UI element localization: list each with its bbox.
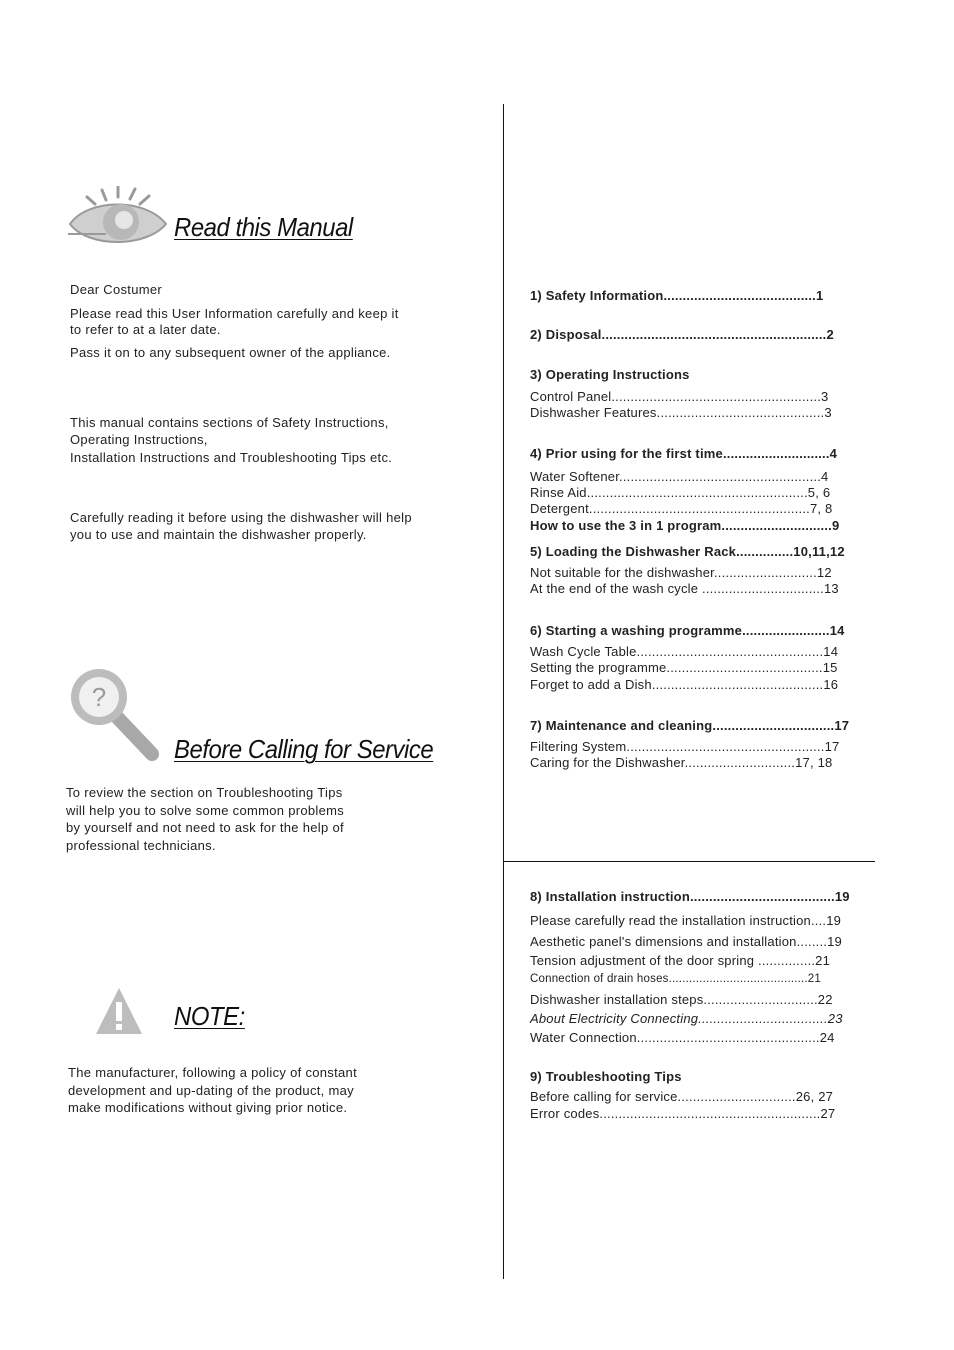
eye-icon [66, 186, 170, 248]
toc-item: Dishwasher installation steps..............................22 [530, 992, 833, 1007]
toc-item: Water Connection................................................24 [530, 1030, 835, 1045]
careful-line: Carefully reading it before using the dishwasher will help [70, 510, 412, 525]
toc-item: Filtering System....................................................17 [530, 739, 840, 754]
read-manual-heading: Read this Manual [174, 212, 353, 242]
intro-line: to refer to at a later date. [70, 322, 221, 337]
toc-item: About Electricity Connecting..................................23 [530, 1011, 843, 1026]
note-line: The manufacturer, following a policy of constant [68, 1065, 357, 1080]
toc-section: 7) Maintenance and cleaning................................17 [530, 718, 850, 733]
toc-section: 2) Disposal...........................................................2 [530, 327, 834, 342]
toc-item: Setting the programme.........................................15 [530, 660, 838, 675]
service-heading: Before Calling for Service [174, 734, 434, 764]
toc-section: 6) Starting a washing programme.......................14 [530, 623, 845, 638]
note-line: development and up-dating of the product, may [68, 1082, 354, 1098]
toc-item: At the end of the wash cycle ................................13 [530, 581, 839, 596]
table-of-contents [530, 0, 875, 1350]
toc-section: 9) Troubleshooting Tips [530, 1069, 682, 1084]
manual-sections-text [70, 415, 450, 467]
service-text [66, 784, 426, 854]
toc-section: 3) Operating Instructions [530, 367, 690, 382]
note-text [68, 1064, 428, 1117]
warning-icon [94, 986, 144, 1036]
toc-item: Not suitable for the dishwasher...........................12 [530, 565, 832, 580]
toc-section: 4) Prior using for the first time............................4 [530, 446, 838, 461]
service-line: To review the section on Troubleshooting Tips [66, 785, 343, 800]
toc-section: 1) Safety Information........................................1 [530, 288, 824, 303]
intro-line: Pass it on to any subsequent owner of the appliance. [70, 344, 391, 360]
toc-item: Caring for the Dishwasher.............................17, 18 [530, 755, 833, 770]
sections-line: Operating Instructions, [70, 431, 208, 447]
intro-line: Please read this User Information carefully and keep it [70, 305, 399, 321]
magnifier-question-icon [68, 664, 164, 764]
toc-section: 8) Installation instruction......................................19 [530, 889, 850, 904]
toc-item: Wash Cycle Table.................................................14 [530, 644, 839, 659]
careful-reading-text [70, 510, 450, 543]
toc-item: Dishwasher Features............................................3 [530, 405, 832, 420]
toc-item: Control Panel.......................................................3 [530, 389, 829, 404]
toc-item: Connection of drain hoses.........................................21 [530, 973, 822, 985]
toc-item: Detergent..........................................................7, 8 [530, 501, 833, 516]
vertical-divider [503, 104, 504, 1279]
toc-item: Please carefully read the installation instruction....19 [530, 913, 842, 928]
service-line: will help you to solve some common problems [66, 802, 345, 818]
toc-item: Error codes..........................................................27 [530, 1106, 836, 1121]
careful-line: you to use and maintain the dishwasher properly. [70, 526, 367, 542]
svg-text:?: ? [91, 682, 107, 712]
toc-item: How to use the 3 in 1 program.............................9 [530, 518, 840, 533]
toc-item: Rinse Aid..........................................................5, 6 [530, 485, 831, 500]
sections-line: Installation Instructions and Troubleshooting Tips etc. [70, 450, 393, 465]
toc-item: Water Softener.....................................................4 [530, 469, 829, 484]
read-manual-text [70, 282, 450, 361]
service-line: by yourself and not need to ask for the help of [66, 820, 344, 835]
toc-item: Forget to add a Dish.............................................16 [530, 677, 839, 692]
note-line: make modifications without giving prior notice. [68, 1100, 348, 1115]
service-line: professional technicians. [66, 837, 216, 853]
toc-item: Before calling for service...............................26, 27 [530, 1089, 834, 1104]
greeting: Dear Costumer [70, 282, 163, 297]
sections-line: This manual contains sections of Safety Instructions, [70, 415, 389, 430]
note-heading: NOTE: [174, 1001, 245, 1031]
toc-item: Aesthetic panel's dimensions and installation........19 [530, 934, 842, 949]
toc-section: 5) Loading the Dishwasher Rack...............10,11,12 [530, 544, 845, 559]
toc-item: Tension adjustment of the door spring ...............21 [530, 953, 831, 968]
